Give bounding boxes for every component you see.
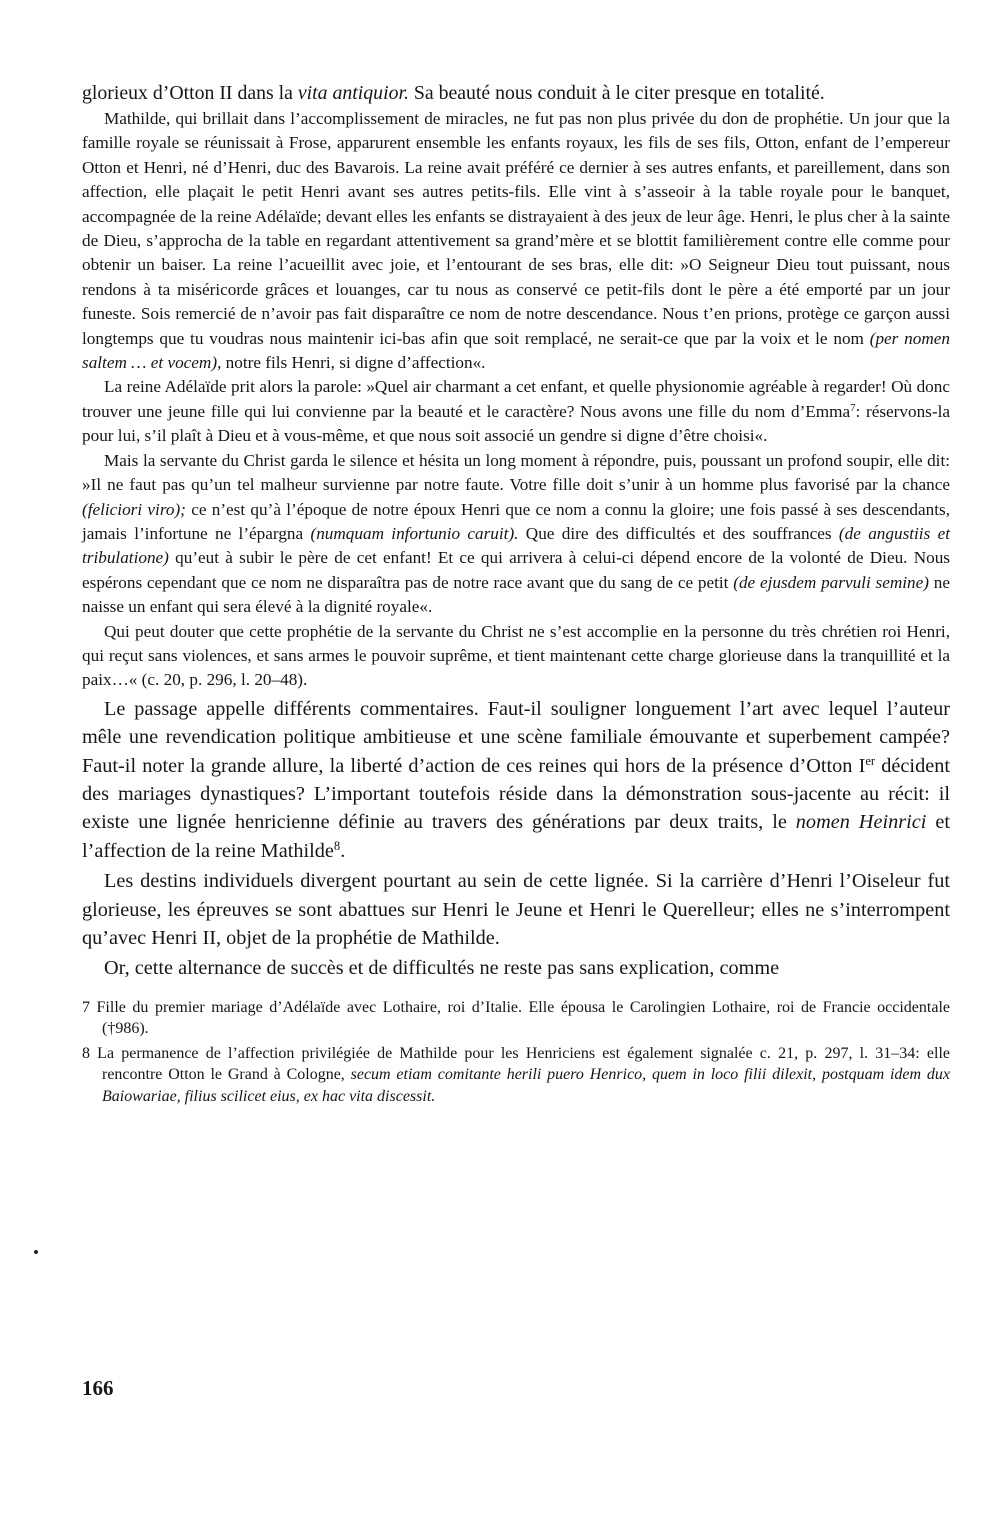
text: et l’affection de la reine Mathilde bbox=[82, 811, 950, 862]
body-paragraph-1 bbox=[82, 695, 950, 865]
quote-paragraph-4 bbox=[82, 620, 950, 693]
footnote-ref-8: 8 bbox=[333, 838, 341, 853]
footnote-ref-7: 7 bbox=[850, 403, 856, 415]
text: ne naisse un enfant qui sera élevé à la dignité royale«. bbox=[82, 572, 950, 617]
latin-term: (numquam infortunio caruit). bbox=[310, 523, 519, 543]
text: qu’eut à subir le père de cet enfant! Et ce qui arrivera à celui-ci dépend encore de la volonté de Dieu. Nous espérons cependant que ce nom ne disparaîtra pas de notre race avant que du sang de ce petit bbox=[82, 548, 950, 592]
latin-term: (de angustiis et tribulatione) bbox=[82, 523, 950, 568]
quote-paragraph-3 bbox=[82, 449, 950, 620]
text: 8 La permanence de l’affection privilégiée de Mathilde pour les Henriciens est également signalée c. 21, p. 297, l. 31–34: elle rencontre Otton le Grand à Cologne, bbox=[82, 1044, 950, 1084]
text: ce n’est qu’à l’époque de notre époux Henri que ce nom a connu la gloire; une fois passé à ses descendants, jamais l’infortune ne l’épargna bbox=[82, 499, 951, 543]
text: décident des mariages dynastiques? L’important toutefois réside dans la démonstration sous-jacente au récit: il existe une lignée henricienne définie au travers des générations par deux traits, le bbox=[82, 754, 950, 834]
latin-term: nomen Heinrici bbox=[795, 811, 927, 834]
margin-mark bbox=[34, 1250, 38, 1254]
text: . bbox=[340, 839, 346, 862]
body-paragraph-2 bbox=[82, 867, 950, 952]
latin-term: (feliciori viro); bbox=[82, 499, 186, 519]
text: Le passage appelle différents commentaires. Faut-il souligner longuement l’art avec lequel l’auteur mêle une revendication politique ambitieuse et une scène familiale émouvante et superbement campée? Faut-il noter la grande allure, la liberté d’action de ces reines qui hors de la présence d’Otton I bbox=[82, 697, 950, 777]
text: Que dire des difficultés et des souffrances bbox=[518, 523, 839, 543]
page-number: 166 bbox=[82, 1376, 114, 1400]
text: Mais la servante du Christ garda le silence et hésita un long moment à répondre, puis, poussant un profond soupir, elle dit: »Il ne faut pas qu’un tel malheur survienne par notre faute. Votre fille doit s’unir à un homme plus favorisé par la chance bbox=[82, 450, 950, 495]
quote-paragraph-1 bbox=[82, 107, 950, 375]
quote-paragraph-continued bbox=[82, 80, 950, 107]
text: Mathilde, qui brillait dans l’accomplissement de miracles, ne fut pas non plus privée du don de prophétie. Un jour que la famille royale se réunissait à Frose, apparurent ensemble les enfants royaux, les fils de ses fils, Otton, enfant de l’empereur Otton et Henri, né d’Henri, duc des Bavarois. La reine avait préféré ce dernier à ses autres enfants, et pareillement, dans son affection, elle plaçait le petit Henri avant ses autres petits-fils. Elle vint à s’asseoir à la table royale pour le banquet, accompagnée de la reine Adélaïde; devant elles les enfants se distrayaient à des jeux de leur âge. Henri, le plus cher à la sainte de Dieu, s’approcha de la table en regardant attentivement sa grand’mère et se blottit familièrement contre elle comme pour obtenir un baiser. La reine l’acueillit avec joie, et l’entourant de ses bras, elle dit: »O Seigneur Dieu tout puissant, nous rendons à ta miséricorde grâces et louanges, car tu nous as conservé ce petit-fils dont le père a été emporté par un jour funeste. Sois remercié de n’avoir pas fait disparaître ce nom de notre descendance. Nous t’en prions, protège ce garçon aussi longtemps que tu voudras nous maintenir ici-bas afin que soit remplacé, ne serait-ce que par la voix et le nom bbox=[82, 109, 950, 348]
latin-term: (per nomen saltem … et vocem), bbox=[82, 328, 950, 373]
text: Or, cette alternance de succès et de difficultés ne reste pas sans explication, comme bbox=[104, 957, 780, 980]
latin-term: (de ejusdem parvuli semine) bbox=[733, 572, 929, 592]
footnote-7 bbox=[82, 997, 950, 1040]
latin-quote: secum etiam comitante herili puero Henrico, quem in loco filii dilexit, postquam idem dux Baiowariae, filius scilicet eius, ex hac vita discessit. bbox=[102, 1066, 951, 1105]
text: Les destins individuels divergent pourtant au sein de cette lignée. Si la carrière d’Henri l’Oiseleur fut glorieuse, les épreuves se sont abattues sur Henri le Jeune et Henri le Querelleur; elles ne s’interrompent qu’avec Henri II, objet de la prophétie de Mathilde. bbox=[82, 870, 950, 949]
text: Qui peut douter que cette prophétie de la servante du Christ ne s’est accomplie en la personne du très chrétien roi Henri, qui reçut sans violences, et sans armes le pouvoir suprême, et tient maintenant cette charge glorieuse dans la tranquillité et la paix…« (c. 20, p. 296, l. 20–48). bbox=[82, 621, 950, 690]
text: La reine Adélaïde prit alors la parole: »Quel air charmant a cet enfant, et quelle physionomie agréable à regarder! Où donc trouver une jeune fille qui lui convienne par la beauté et le caractère? Nous avons une fille du nom d’Emma bbox=[82, 377, 950, 421]
footnotes bbox=[82, 997, 950, 1108]
text: glorieux d’Otton II dans la bbox=[82, 82, 298, 104]
text: notre fils Henri, si digne d’affection«. bbox=[221, 353, 486, 373]
text: 7 Fille du premier mariage d’Adélaïde avec Lothaire, roi d’Italie. Elle épousa le Carolingien Lothaire, roi de Francie occidentale (†986). bbox=[82, 998, 950, 1038]
footnote-8 bbox=[82, 1043, 950, 1108]
latin-term: vita antiquior. bbox=[297, 82, 409, 104]
superscript: er bbox=[865, 753, 876, 768]
text: : réservons-la pour lui, s’il plaît à Dieu et à vous-même, et que nous soit associé un gendre si digne d’être choisi«. bbox=[82, 401, 950, 446]
body-paragraph-3 bbox=[82, 954, 950, 982]
text: Sa beauté nous conduit à le citer presque en totalité. bbox=[408, 82, 825, 104]
quote-paragraph-2 bbox=[82, 375, 950, 448]
page-body bbox=[82, 80, 950, 1110]
